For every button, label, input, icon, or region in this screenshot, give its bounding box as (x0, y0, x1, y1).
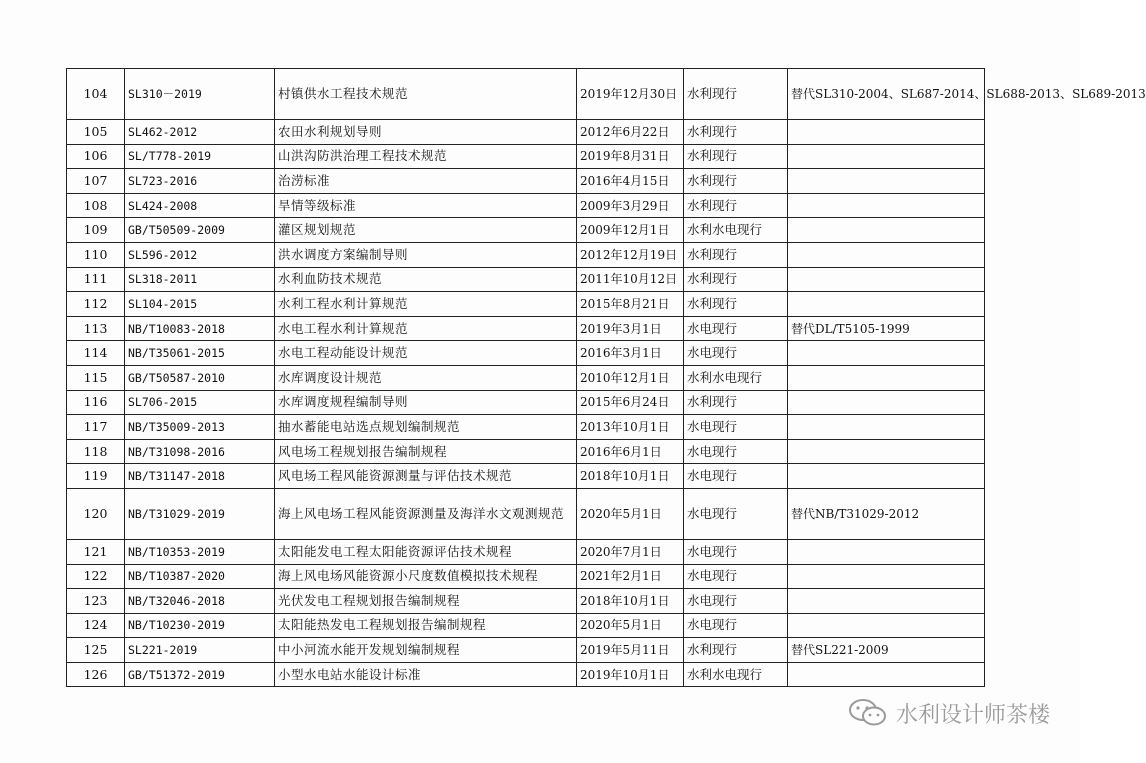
row-number-cell: 124 (67, 613, 125, 638)
table-row (67, 488, 985, 539)
standard-code-cell: GB/T51372-2019 (125, 662, 275, 687)
standard-code-cell: SL310－2019 (125, 69, 275, 120)
effective-date-cell: 2013年10月1日 (577, 415, 684, 440)
row-number-cell: 120 (67, 488, 125, 539)
status-cell: 水利现行 (684, 193, 788, 218)
table-row (67, 316, 985, 341)
row-number-cell: 116 (67, 390, 125, 415)
table-row (67, 218, 985, 243)
standard-name-cell: 旱情等级标准 (275, 193, 577, 218)
status-cell: 水利现行 (684, 169, 788, 194)
standards-table (66, 68, 1146, 687)
standard-name-cell: 水电工程动能设计规范 (275, 341, 577, 366)
table-row (67, 613, 985, 638)
table-row (67, 539, 985, 564)
status-cell: 水电现行 (684, 488, 788, 539)
table-row (67, 242, 985, 267)
table-row (67, 69, 985, 120)
standard-code-cell: SL462-2012 (125, 120, 275, 145)
watermark-text: 水利设计师茶楼 (895, 702, 1050, 728)
remark-cell (788, 539, 985, 564)
remark-cell (788, 169, 985, 194)
status-cell: 水电现行 (684, 415, 788, 440)
row-number-cell: 107 (67, 169, 125, 194)
remark-cell: 替代SL310-2004、SL687-2014、SL688-2013、SL689-2013 (788, 69, 985, 120)
effective-date-cell: 2012年12月19日 (577, 242, 684, 267)
table-row (67, 638, 985, 663)
remark-cell (788, 439, 985, 464)
standard-code-cell: NB/T35061-2015 (125, 341, 275, 366)
standards-table-body (67, 69, 1146, 687)
standard-name-cell: 风电场工程风能资源测量与评估技术规范 (275, 464, 577, 489)
effective-date-cell: 2009年3月29日 (577, 193, 684, 218)
standard-name-cell: 农田水利规划导则 (275, 120, 577, 145)
table-row (67, 464, 985, 489)
effective-date-cell: 2010年12月1日 (577, 365, 684, 390)
standard-code-cell: SL221-2019 (125, 638, 275, 663)
standard-code-cell: GB/T50587-2010 (125, 365, 275, 390)
status-cell: 水利水电现行 (684, 218, 788, 243)
standard-name-cell: 海上风电场工程风能资源测量及海洋水文观测规范 (275, 488, 577, 539)
effective-date-cell: 2020年7月1日 (577, 539, 684, 564)
row-number-cell: 126 (67, 662, 125, 687)
table-row (67, 439, 985, 464)
table-row (67, 564, 985, 589)
standard-code-cell: SL318-2011 (125, 267, 275, 292)
standard-code-cell: SL596-2012 (125, 242, 275, 267)
row-number-cell: 123 (67, 589, 125, 614)
status-cell: 水利现行 (684, 69, 788, 120)
standard-name-cell: 水库调度设计规范 (275, 365, 577, 390)
remark-cell (788, 218, 985, 243)
standard-name-cell: 光伏发电工程规划报告编制规程 (275, 589, 577, 614)
effective-date-cell: 2019年3月1日 (577, 316, 684, 341)
row-number-cell: 112 (67, 292, 125, 317)
standard-name-cell: 风电场工程规划报告编制规程 (275, 439, 577, 464)
row-number-cell: 113 (67, 316, 125, 341)
standard-name-cell: 水电工程水利计算规范 (275, 316, 577, 341)
standard-name-cell: 水利工程水利计算规范 (275, 292, 577, 317)
standard-name-cell: 抽水蓄能电站选点规划编制规范 (275, 415, 577, 440)
remark-cell (788, 193, 985, 218)
remark-cell (788, 144, 985, 169)
effective-date-cell: 2020年5月1日 (577, 613, 684, 638)
status-cell: 水电现行 (684, 316, 788, 341)
standard-code-cell: SL104-2015 (125, 292, 275, 317)
standard-name-cell: 灌区规划规范 (275, 218, 577, 243)
remark-cell: 替代DL/T5105-1999 (788, 316, 985, 341)
row-number-cell: 118 (67, 439, 125, 464)
status-cell: 水利水电现行 (684, 662, 788, 687)
status-cell: 水利现行 (684, 242, 788, 267)
standard-code-cell: SL424-2008 (125, 193, 275, 218)
remark-cell (788, 267, 985, 292)
standard-name-cell: 太阳能热发电工程规划报告编制规程 (275, 613, 577, 638)
standard-name-cell: 小型水电站水能设计标准 (275, 662, 577, 687)
row-number-cell: 108 (67, 193, 125, 218)
effective-date-cell: 2012年6月22日 (577, 120, 684, 145)
standard-name-cell: 海上风电场风能资源小尺度数值模拟技术规程 (275, 564, 577, 589)
remark-cell (788, 415, 985, 440)
standard-name-cell: 洪水调度方案编制导则 (275, 242, 577, 267)
standard-code-cell: NB/T31147-2018 (125, 464, 275, 489)
remark-cell (788, 292, 985, 317)
standard-code-cell: NB/T31029-2019 (125, 488, 275, 539)
table-row (67, 390, 985, 415)
effective-date-cell: 2011年10月12日 (577, 267, 684, 292)
effective-date-cell: 2019年5月11日 (577, 638, 684, 663)
status-cell: 水利现行 (684, 390, 788, 415)
remark-cell (788, 613, 985, 638)
table-row (67, 341, 985, 366)
standard-code-cell: SL/T778-2019 (125, 144, 275, 169)
effective-date-cell: 2019年8月31日 (577, 144, 684, 169)
table-row (67, 267, 985, 292)
table-row (67, 120, 985, 145)
row-number-cell: 117 (67, 415, 125, 440)
status-cell: 水利现行 (684, 292, 788, 317)
table-row (67, 292, 985, 317)
status-cell: 水利现行 (684, 638, 788, 663)
table-row (67, 415, 985, 440)
row-number-cell: 105 (67, 120, 125, 145)
standard-name-cell: 太阳能发电工程太阳能资源评估技术规程 (275, 539, 577, 564)
standard-name-cell: 水库调度规程编制导则 (275, 390, 577, 415)
wechat-icon (848, 697, 888, 729)
effective-date-cell: 2018年10月1日 (577, 464, 684, 489)
table-row (67, 169, 985, 194)
remark-cell: 替代SL221-2009 (788, 638, 985, 663)
remark-cell (788, 341, 985, 366)
standard-name-cell: 山洪沟防洪治理工程技术规范 (275, 144, 577, 169)
status-cell: 水电现行 (684, 564, 788, 589)
table-row (67, 193, 985, 218)
row-number-cell: 114 (67, 341, 125, 366)
standard-code-cell: SL706-2015 (125, 390, 275, 415)
remark-cell (788, 464, 985, 489)
status-cell: 水电现行 (684, 439, 788, 464)
status-cell: 水利现行 (684, 144, 788, 169)
remark-cell (788, 120, 985, 145)
standard-code-cell: NB/T10083-2018 (125, 316, 275, 341)
standard-code-cell: NB/T32046-2018 (125, 589, 275, 614)
status-cell: 水电现行 (684, 539, 788, 564)
standard-name-cell: 治涝标准 (275, 169, 577, 194)
standard-name-cell: 水利血防技术规范 (275, 267, 577, 292)
effective-date-cell: 2016年3月1日 (577, 341, 684, 366)
row-number-cell: 121 (67, 539, 125, 564)
effective-date-cell: 2019年10月1日 (577, 662, 684, 687)
row-number-cell: 111 (67, 267, 125, 292)
status-cell: 水电现行 (684, 613, 788, 638)
remark-cell (788, 365, 985, 390)
standard-code-cell: NB/T10353-2019 (125, 539, 275, 564)
table-row (67, 662, 985, 687)
remark-cell (788, 242, 985, 267)
row-number-cell: 125 (67, 638, 125, 663)
status-cell: 水电现行 (684, 464, 788, 489)
watermark (848, 697, 1050, 729)
standard-code-cell: SL723-2016 (125, 169, 275, 194)
standard-code-cell: NB/T10230-2019 (125, 613, 275, 638)
row-number-cell: 115 (67, 365, 125, 390)
remark-cell (788, 662, 985, 687)
remark-cell (788, 390, 985, 415)
remark-cell (788, 589, 985, 614)
effective-date-cell: 2016年4月15日 (577, 169, 684, 194)
effective-date-cell: 2018年10月1日 (577, 589, 684, 614)
effective-date-cell: 2009年12月1日 (577, 218, 684, 243)
effective-date-cell: 2019年12月30日 (577, 69, 684, 120)
status-cell: 水利现行 (684, 267, 788, 292)
remark-cell: 替代NB/T31029-2012 (788, 488, 985, 539)
row-number-cell: 109 (67, 218, 125, 243)
standard-name-cell: 村镇供水工程技术规范 (275, 69, 577, 120)
remark-cell (788, 564, 985, 589)
standard-code-cell: NB/T10387-2020 (125, 564, 275, 589)
row-number-cell: 104 (67, 69, 125, 120)
effective-date-cell: 2016年6月1日 (577, 439, 684, 464)
status-cell: 水电现行 (684, 341, 788, 366)
status-cell: 水利现行 (684, 120, 788, 145)
status-cell: 水利水电现行 (684, 365, 788, 390)
row-number-cell: 110 (67, 242, 125, 267)
table-row (67, 144, 985, 169)
standard-code-cell: GB/T50509-2009 (125, 218, 275, 243)
standard-code-cell: NB/T35009-2013 (125, 415, 275, 440)
standard-code-cell: NB/T31098-2016 (125, 439, 275, 464)
effective-date-cell: 2021年2月1日 (577, 564, 684, 589)
effective-date-cell: 2020年5月1日 (577, 488, 684, 539)
effective-date-cell: 2015年8月21日 (577, 292, 684, 317)
standard-name-cell: 中小河流水能开发规划编制规程 (275, 638, 577, 663)
row-number-cell: 122 (67, 564, 125, 589)
row-number-cell: 106 (67, 144, 125, 169)
status-cell: 水电现行 (684, 589, 788, 614)
table-row (67, 365, 985, 390)
effective-date-cell: 2015年6月24日 (577, 390, 684, 415)
row-number-cell: 119 (67, 464, 125, 489)
table-row (67, 589, 985, 614)
